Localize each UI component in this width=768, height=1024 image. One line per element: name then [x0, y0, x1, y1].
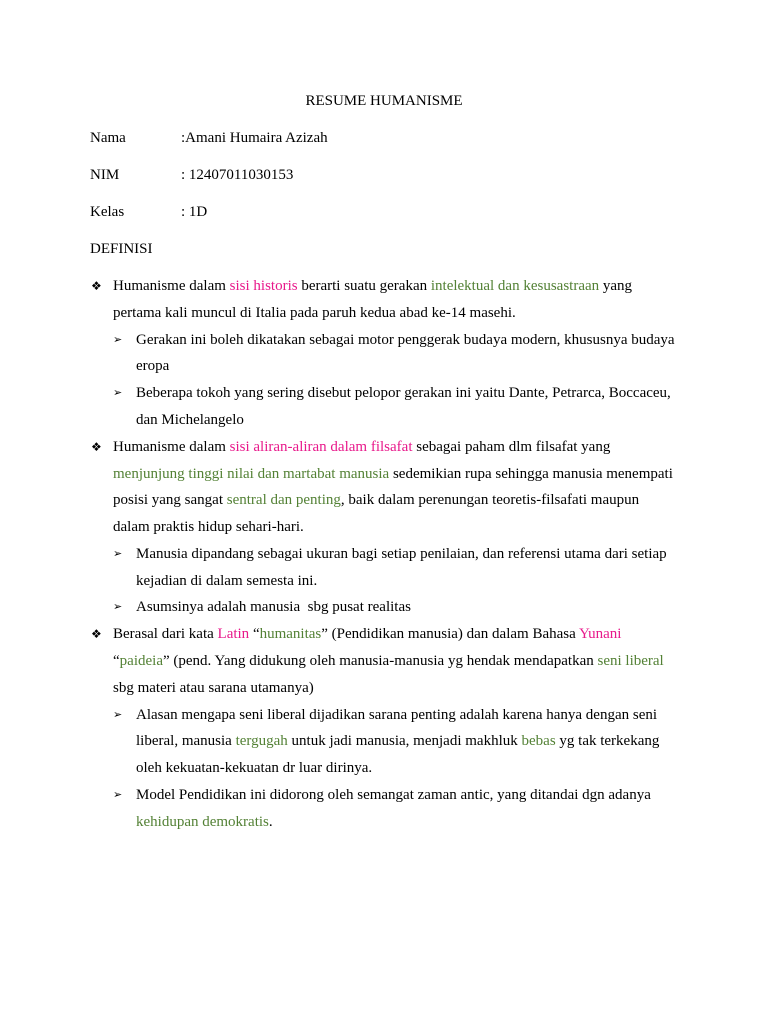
text-run: Humanisme dalam: [113, 438, 230, 455]
bullet-point: [0, 434, 768, 541]
highlighted-term: paideia: [119, 653, 163, 670]
text-line: [113, 648, 768, 675]
field-nim: [0, 162, 768, 189]
sub-bullet-point: [0, 782, 768, 836]
text-run: ” (Pendidikan manusia) dan dalam Bahasa: [321, 626, 579, 643]
text-run: , baik dalam perenungan teoretis-filsafati maupun: [340, 492, 640, 509]
text-run: yg tak terkekang: [555, 733, 660, 750]
text-run: posisi yang sangat: [113, 492, 227, 509]
text-run: yang: [599, 277, 633, 294]
highlighted-term: sisi historis: [229, 277, 298, 294]
text-line: [136, 353, 768, 380]
sub-bullet-point: [0, 594, 768, 621]
text-line: [113, 675, 768, 702]
text-run: eropa: [136, 358, 170, 375]
text-run: ” (pend. Yang didukung oleh manusia-manusia yg hendak mendapatkan: [162, 653, 598, 670]
highlighted-term: tergugah: [235, 733, 288, 750]
text-run: Gerakan ini boleh dikatakan sebagai motor penggerak budaya modern, khususnya budaya: [136, 331, 675, 348]
text-line: [113, 514, 768, 541]
highlighted-term: kehidupan demokratis: [136, 813, 269, 830]
text-line: [136, 327, 768, 354]
highlighted-term: intelektual dan kesusastraan: [430, 277, 600, 294]
text-run: Humanisme dalam: [113, 277, 230, 294]
text-run: pertama kali muncul di Italia pada paruh kedua abad ke-14 masehi.: [113, 304, 516, 321]
text-run: Beberapa tokoh yang sering disebut pelopor gerakan ini yaitu Dante, Petrarca, Boccaceu,: [136, 385, 671, 402]
text-run: dalam praktis hidup sehari-hari.: [113, 519, 304, 536]
field-label: Kelas: [90, 203, 125, 220]
field-label: Nama: [90, 129, 126, 146]
highlighted-term: Latin: [217, 626, 250, 643]
text-line: [113, 487, 768, 514]
arrowhead-bullet-icon: ➢: [113, 788, 123, 802]
text-run: liberal, manusia: [136, 733, 236, 750]
text-run: sebagai paham dlm filsafat yang: [412, 438, 611, 455]
section-heading: DEFINISI: [90, 240, 153, 257]
definition-list: [0, 273, 768, 836]
text-run: Manusia dipandang sebagai ukuran bagi setiap penilaian, dan referensi utama dari setiap: [136, 545, 667, 562]
text-run: sedemikian rupa sehingga manusia menempati: [389, 465, 673, 482]
text-run: kejadian di dalam semesta ini.: [136, 572, 318, 589]
field-nama: [0, 125, 768, 152]
text-line: [136, 541, 768, 568]
sub-bullet-point: [0, 380, 768, 434]
text-line: [136, 568, 768, 595]
text-line: [113, 300, 768, 327]
definition-item: [0, 621, 768, 835]
text-run: sbg materi atau sarana utamanya): [113, 679, 314, 696]
arrowhead-bullet-icon: ➢: [113, 386, 123, 400]
arrowhead-bullet-icon: ➢: [113, 332, 123, 346]
arrowhead-bullet-icon: ➢: [113, 546, 123, 560]
text-line: [136, 755, 768, 782]
text-run: dan Michelangelo: [136, 411, 244, 428]
text-run: oleh kekuatan-kekuatan dr luar dirinya.: [136, 760, 373, 777]
definition-item: [0, 434, 768, 622]
text-line: [113, 461, 768, 488]
bullet-point: [0, 273, 768, 327]
text-line: [136, 728, 768, 755]
diamond-bullet-icon: ❖: [91, 627, 102, 642]
document-title: RESUME HUMANISME: [305, 93, 463, 109]
text-line: [113, 434, 768, 461]
highlighted-term: sisi aliran-aliran dalam filsafat: [229, 438, 413, 455]
text-run: untuk jadi manusia, menjadi makhluk: [287, 733, 522, 750]
field-label: NIM: [90, 166, 120, 183]
highlighted-term: seni liberal: [597, 653, 664, 670]
field-kelas: [0, 199, 768, 226]
text-line: [136, 809, 768, 836]
field-value: : 1D: [181, 203, 208, 220]
text-run: Model Pendidikan ini didorong oleh semangat zaman antic, yang ditandai dgn adanya: [136, 787, 651, 804]
text-run: “: [113, 653, 120, 670]
text-line: [136, 380, 768, 407]
text-run: “: [249, 626, 260, 643]
text-run: Berasal dari kata: [113, 626, 218, 643]
text-line: [136, 702, 768, 729]
highlighted-term: sentral dan penting: [226, 492, 341, 509]
sub-bullet-point: [0, 327, 768, 381]
sub-bullet-point: [0, 702, 768, 782]
text-run: .: [268, 813, 273, 830]
definition-item: [0, 273, 768, 434]
highlighted-term: menjunjung tinggi nilai dan martabat manusia: [113, 465, 390, 482]
diamond-bullet-icon: ❖: [91, 439, 102, 454]
field-value: : 12407011030153: [181, 166, 294, 183]
text-run: Asumsinya adalah manusia sbg pusat realitas: [136, 599, 411, 616]
text-line: [136, 782, 768, 809]
bullet-point: [0, 621, 768, 701]
text-run: berarti suatu gerakan: [297, 277, 431, 294]
text-line: [113, 273, 768, 300]
highlighted-term: humanitas: [259, 626, 322, 643]
sub-bullet-point: [0, 541, 768, 595]
highlighted-term: bebas: [521, 733, 556, 750]
text-line: [136, 407, 768, 434]
arrowhead-bullet-icon: ➢: [113, 707, 123, 721]
highlighted-term: Yunani: [578, 626, 622, 643]
text-line: [113, 621, 768, 648]
text-run: Alasan mengapa seni liberal dijadikan sarana penting adalah karena hanya dengan seni: [136, 706, 658, 723]
field-value: :Amani Humaira Azizah: [181, 129, 328, 146]
text-line: [136, 594, 768, 621]
diamond-bullet-icon: ❖: [91, 278, 102, 293]
arrowhead-bullet-icon: ➢: [113, 600, 123, 614]
